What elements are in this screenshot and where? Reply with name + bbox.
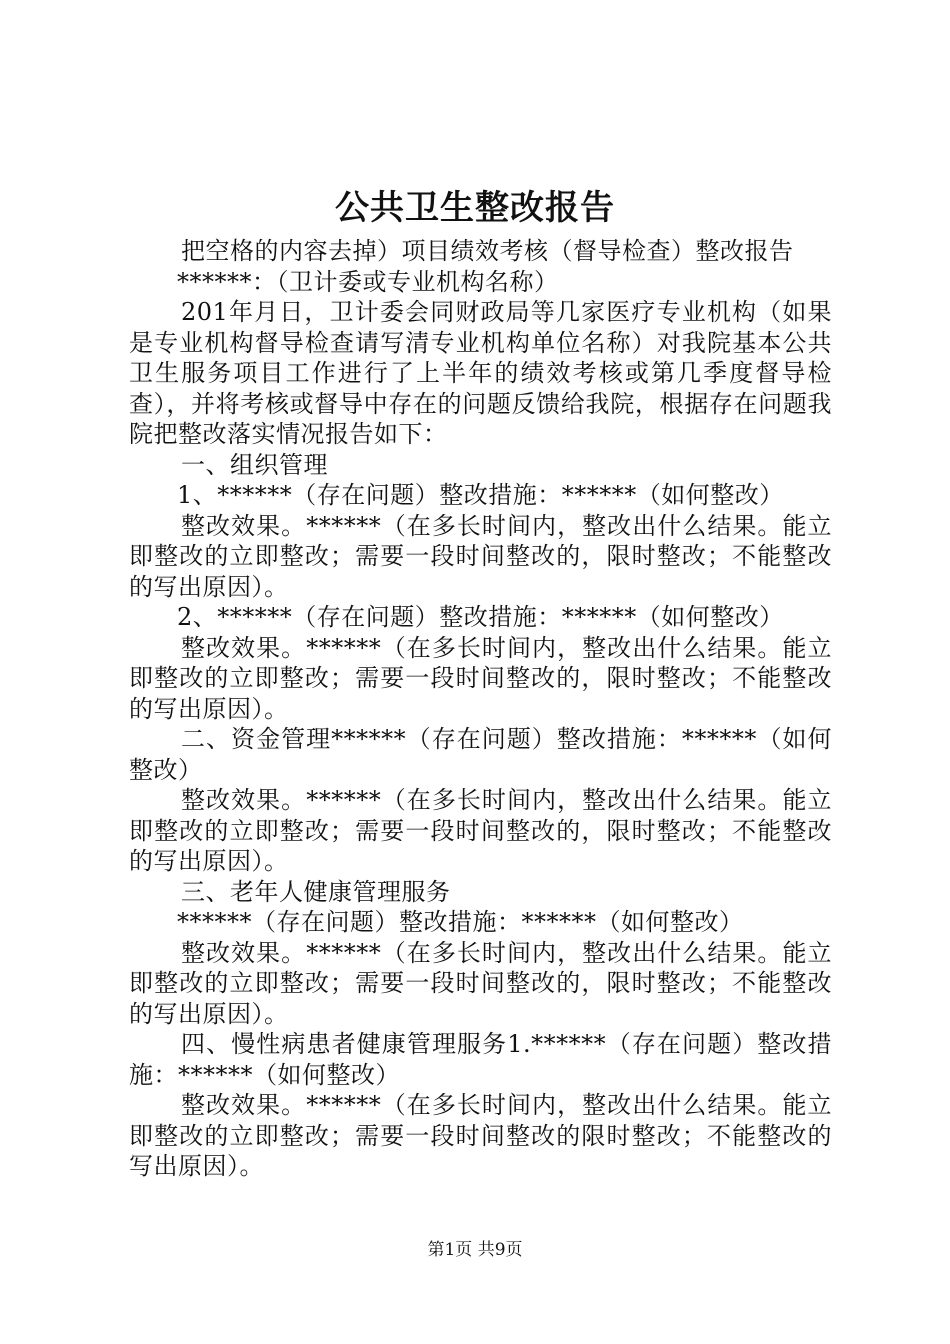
paragraph-effect-4: 整改效果。******（在多长时间内，整改出什么结果。能立即整改的立即整改；需要一段时间整改的，限时整改；不能整改的写出原因）。 — [129, 938, 832, 1028]
paragraph-effect-2: 整改效果。******（在多长时间内，整改出什么结果。能立即整改的立即整改；需要一段时间整改的，限时整改；不能整改的写出原因）。 — [129, 633, 832, 723]
paragraph-effect-5: 整改效果。******（在多长时间内，整改出什么结果。能立即整改的立即整改；需要一段时间整改的限时整改；不能整改的写出原因）。 — [129, 1091, 832, 1180]
paragraph-item-elderly: ******（存在问题）整改措施：******（如何整改） — [177, 908, 744, 936]
document-title: 公共卫生整改报告 — [335, 188, 615, 228]
page-footer: 第1页 共9页 — [427, 1240, 523, 1260]
section-heading-organization: 一、组织管理 — [181, 450, 328, 479]
paragraph-effect-3: 整改效果。******（在多长时间内，整改出什么结果。能立即整改的立即整改；需要一段时间整改的，限时整改；不能整改的写出原因）。 — [129, 786, 832, 875]
document-body — [129, 236, 832, 1182]
section-heading-funds: 二、资金管理******（存在问题）整改措施：******（如何整改） — [129, 725, 832, 784]
section-heading-elderly: 三、老年人健康管理服务 — [181, 877, 451, 906]
paragraph-item-1: 1、******（存在问题）整改措施：******（如何整改） — [177, 481, 784, 509]
paragraph-effect-1: 整改效果。******（在多长时间内，整改出什么结果。能立即整改的立即整改；需要一段时间整改的，限时整改；不能整改的写出原因）。 — [129, 511, 832, 601]
paragraph-item-2: 2、******（存在问题）整改措施：******（如何整改） — [177, 603, 784, 631]
paragraph-intro: 把空格的内容去掉）项目绩效考核（督导检查）整改报告 — [181, 237, 794, 265]
paragraph-addressee: ******：（卫计委或专业机构名称） — [177, 267, 559, 296]
paragraph-summary: 201年月日，卫计委会同财政局等几家医疗专业机构（如果是专业机构督导检查请写清专业机构单位名称）对我院基本公共卫生服务项目工作进行了上半年的绩效考核或第几季度督导检查），并将考核或督导中存在的问题反馈给我院，根据存在问题我院把整改落实情况报告如下： — [129, 298, 832, 448]
section-heading-chronic: 四、慢性病患者健康管理服务1.******（存在问题）整改措施：******（如何整改） — [129, 1030, 832, 1089]
